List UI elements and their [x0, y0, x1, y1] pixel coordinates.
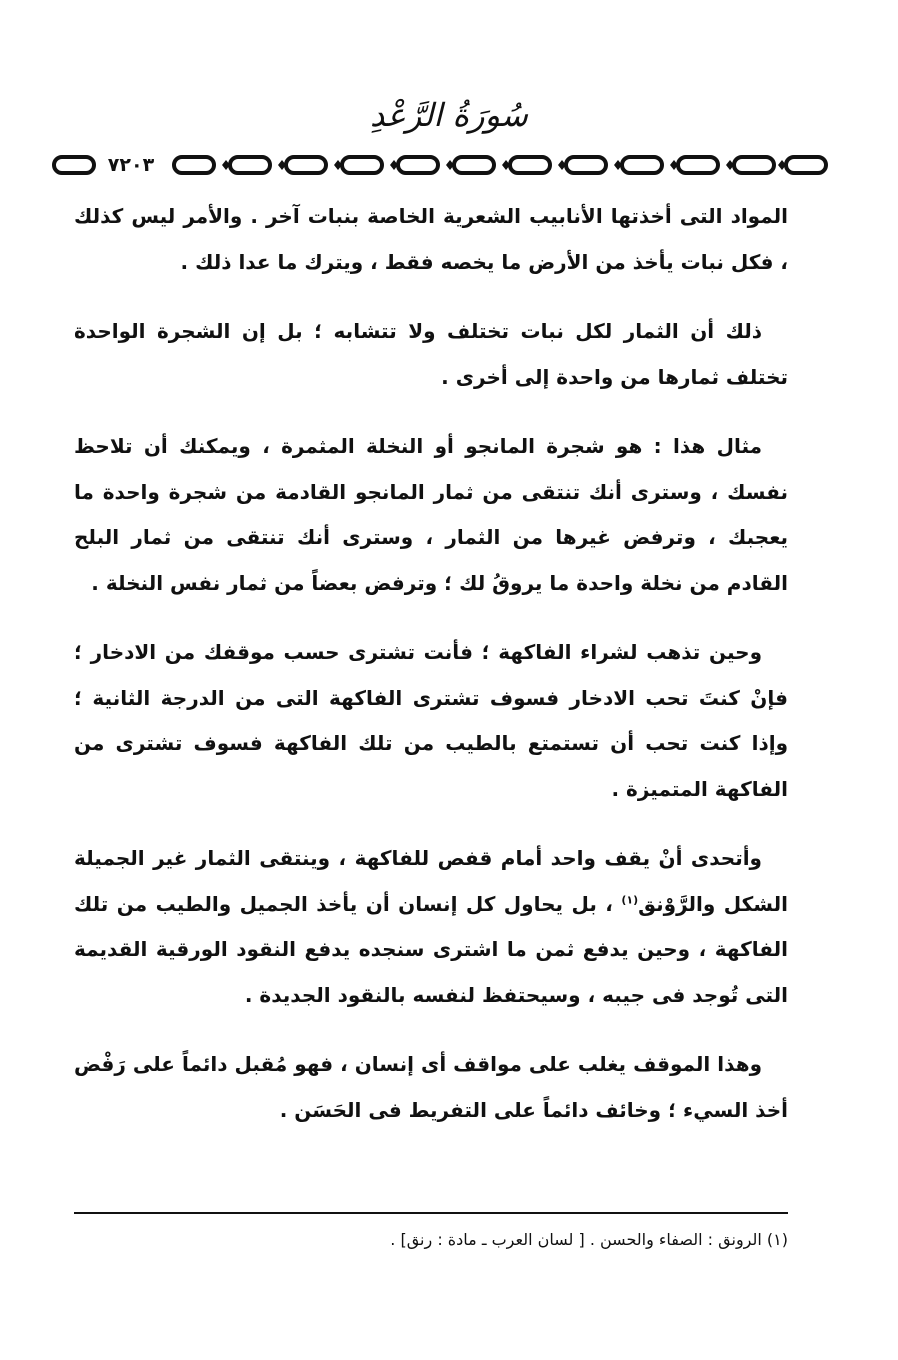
page-number: ٧٢٠٣ [96, 150, 166, 180]
paragraph-6: وهذا الموقف يغلب على مواقف أى إنسان ، فهو مُقبل دائماً على رَفْض أخذ السيء ؛ وخائف دائماً على التفريط فى الحَسَن . [74, 1052, 788, 1122]
surah-title: سُورَةُ الرَّعْدِ [370, 96, 528, 134]
paragraph-1: المواد التى أخذتها الأنابيب الشعرية الخاصة بنبات آخر . والأمر ليس كذلك ، فكل نبات يأخذ من الأرض ما يخصه فقط ، ويترك ما عدا ذلك . [74, 204, 788, 274]
footnote-reference: (١) [621, 892, 639, 906]
paragraph-2: ذلك أن الثمار لكل نبات تختلف ولا تتشابه ؛ بل إن الشجرة الواحدة تختلف ثمارها من واحدة إلى أخرى . [74, 319, 788, 389]
paragraph-5-tail: ، بل يحاول كل إنسان أن يأخذ الجميل والطيب من تلك الفاكهة ، وحين يدفع ثمن ما اشترى سنجده يدفع النقود الورقية القديمة التى تُوجد فى جيبه ، وسيحتفظ لنفسه بالنقود الجديدة . [74, 891, 788, 1007]
footnote-separator [74, 1212, 788, 1214]
paragraph-5-head: وأتحدى أنْ يقف واحد أمام قفص للفاكهة ، وينتقى الثمار غير الجميلة الشكل والرَّوْنق [74, 846, 788, 916]
paragraph-4: وحين تذهب لشراء الفاكهة ؛ فأنت تشترى حسب موقفك من الادخار ؛ فإنْ كنتَ تحب الادخار فسوف تشترى الفاكهة التى من الدرجة الثانية ؛ وإذا كنت تحب أن تستمتع بالطيب من تلك الفاكهة فسوف تشترى من الفاكهة المتميزة . [74, 640, 788, 801]
paragraph-5 [74, 836, 788, 1018]
ornamental-border [50, 150, 830, 180]
paragraph-3: مثال هذا : هو شجرة المانجو أو النخلة المثمرة ، ويمكنك أن تلاحظ نفسك ، وسترى أنك تنتقى من ثمار المانجو القادمة من شجرة واحدة ما يعجبك ، وترفض غيرها من الثمار ، وسترى أنك تنتقى من ثمار البلح القادم من نخلة واحدة ما يروقُ لك ؛ وترفض بعضاً من ثمار نفس النخلة . [74, 434, 788, 595]
main-text [74, 194, 788, 1157]
footnote: (١) الرونق : الصفاء والحسن . [ لسان العرب ـ مادة : رنق] . [390, 1230, 788, 1249]
